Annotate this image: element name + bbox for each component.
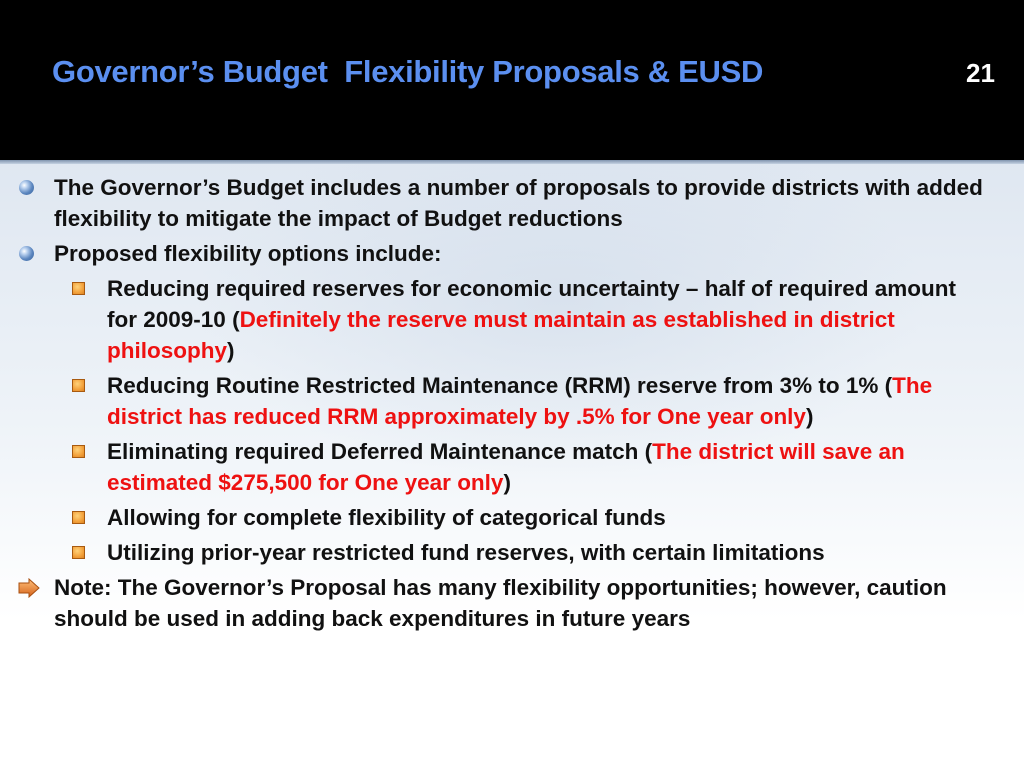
page-number: 21 bbox=[966, 58, 995, 88]
highlight-text: The district will save an estimated $275,500 for One year only bbox=[107, 439, 905, 495]
sphere-bullet-icon bbox=[19, 246, 34, 261]
sub-bullet-text: Reducing Routine Restricted Maintenance (RRM) reserve from 3% to 1% ( bbox=[107, 373, 893, 398]
note-text: Note: The Governor’s Proposal has many flexibility opportunities; however, caution should be used in adding back expenditures in future years bbox=[54, 575, 947, 631]
sub-bullet-text-end: ) bbox=[227, 338, 235, 363]
sub-bullet-text: Allowing for complete flexibility of categorical funds bbox=[107, 505, 666, 530]
sub-bullet-text: Utilizing prior-year restricted fund reserves, with certain limitations bbox=[107, 540, 825, 565]
square-bullet-icon bbox=[72, 445, 85, 458]
bullet-text: Proposed flexibility options include: bbox=[54, 241, 442, 266]
square-bullet-icon bbox=[72, 546, 85, 559]
slide-title: Governor’s Budget Flexibility Proposals & EUSD bbox=[52, 54, 764, 89]
header-divider bbox=[0, 160, 1024, 164]
bullet-item bbox=[0, 172, 1024, 234]
square-bullet-icon bbox=[72, 511, 85, 524]
sub-bullet-text-end: ) bbox=[503, 470, 511, 495]
sub-bullet-item bbox=[0, 273, 1024, 366]
sub-bullet-item bbox=[0, 537, 1024, 568]
note-item bbox=[0, 572, 1024, 634]
square-bullet-icon bbox=[72, 379, 85, 392]
highlight-text: The district has reduced RRM approximately by .5% for One year only bbox=[107, 373, 933, 429]
bullet-text: The Governor’s Budget includes a number of proposals to provide districts with added flexibility to mitigate the impact of Budget reductions bbox=[54, 175, 983, 231]
arrow-bullet-icon bbox=[18, 578, 40, 598]
sub-bullet-text: Eliminating required Deferred Maintenance match ( bbox=[107, 439, 653, 464]
sub-bullet-item bbox=[0, 436, 1024, 498]
bullet-list bbox=[0, 172, 1024, 638]
sub-bullet-item bbox=[0, 370, 1024, 432]
sphere-bullet-icon bbox=[19, 180, 34, 195]
bullet-item bbox=[0, 238, 1024, 269]
square-bullet-icon bbox=[72, 282, 85, 295]
highlight-text: Definitely the reserve must maintain as established in district philosophy bbox=[107, 307, 895, 363]
sub-bullet-text-end: ) bbox=[805, 404, 814, 429]
sub-bullet-text: Reducing required reserves for economic uncertainty – half of required amount for 2009-10 ( bbox=[107, 276, 956, 332]
sub-bullet-item bbox=[0, 502, 1024, 533]
slide-header bbox=[0, 0, 1024, 160]
